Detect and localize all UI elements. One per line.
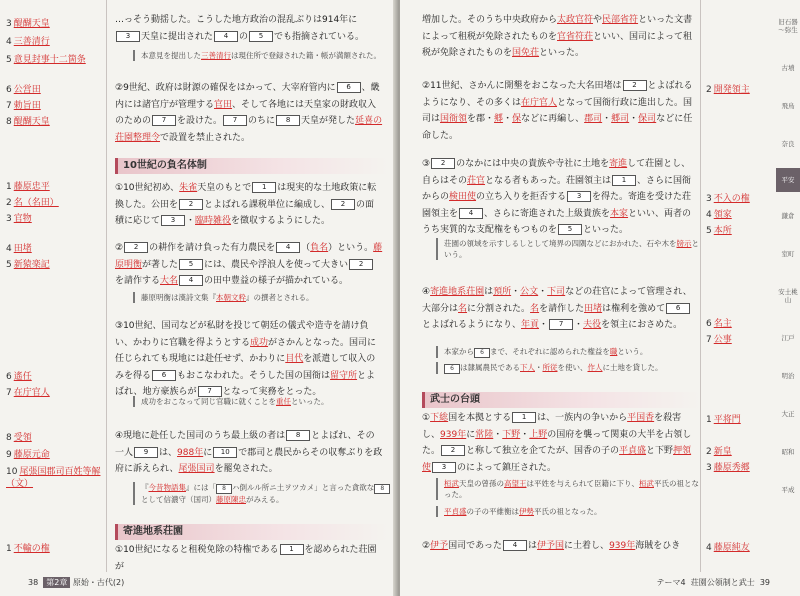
answer-item: 4 三善清行 [6,37,50,47]
answer-item: 7 在庁官人 [6,388,50,398]
paragraph: …っそう動揺した。こうした地方政治の混乱ぶりは914年に3 天皇に提出された 4 の 5 でも指摘されている。 [115,15,365,42]
column-rule [106,0,107,572]
era-tab[interactable]: 江戸 [781,334,795,342]
paragraph: ②伊予国司であった 4 は伊予国に土着し、939年海賊をひき [422,541,681,551]
note: 『今昔物語集』には「 8 ハ倒ルル所ニ土ヲツカメ」と言った貪欲な 8として信濃守（国司）藤原陳忠がみえる。 [133,482,391,505]
answer-item: 6 遙任 [6,372,32,382]
answer-item: 4 田堵 [6,244,32,254]
theme-title: 荘園公領制と武士 [690,578,755,587]
era-tab[interactable]: 平成 [781,486,795,494]
era-tab[interactable]: 飛鳥 [781,102,795,110]
paragraph: ②11世紀、さかんに開墾をおこなった大名田堵は 2 とよばれるようになり、その多くは在庁官人となって国衙行政に進出した。国司は国衙領を郡・郷・保などに再編し、郡司・郷司・保司などに任命した。 [422,81,693,141]
era-tabs [776,18,800,494]
paragraph: ④現地に赴任した国司のうち最上級の者は 8 とよばれ、その一人 9 は、988年に 10 で郡司と農民からその収奪ぶりを政府に訴えられ、尾張国司を罷免された。 [115,431,383,474]
section-heading: 寄進地系荘園 [115,524,388,540]
answer-item: 1 藤原忠平 [6,182,50,192]
era-tab[interactable]: 室町 [781,250,795,258]
theme-label: テーマ4 [656,578,686,587]
answer-item: 1 平将門 [706,415,741,425]
page-number: 38 [28,578,39,587]
answer-item: 5 新猿楽記 [6,260,50,270]
era-tab[interactable]: 大正 [781,410,795,418]
answer-item: 3 醍醐天皇 [6,19,50,29]
era-tab[interactable]: 旧石器～弥生 [778,18,798,34]
note: 本意見を提出した三善清行は現住所で登録された籍・帳が満額された。 [133,50,391,61]
era-tab[interactable]: 鎌倉 [781,212,795,220]
era-tab[interactable]: 明治 [781,372,795,380]
paragraph: 増加した。そのうち中央政府から太政官符や民部省符といった文書によって租税が免除されたものを官省符荘といい、国司によって租税が免除されたものを国免荘といった。 [422,15,693,58]
paragraph: ④寄進地系荘園は預所・公文・下司などの荘官によって管理され、大部分は名に分割された。名を請作した田堵は権利を強めて 6とよばれるようになり、年貢・ 7 ・夫役を領主におさめた。 [422,287,692,330]
answer-item: 7 勅旨田 [6,101,41,111]
paragraph: ③10世紀、国司などが私財を投じて朝廷の儀式や造寺を請け負い、かわりに官職を得ようとする成功がさかんとなった。国司に任じられても現地には赴任せず、かわりに目代を派遣して収入のみを得る 6 もおこなわれた。そうした国の国衙は留守所とよばれ、地方豪族らが 7 となって実務をとった。 [115,321,377,397]
note: 荘園の領域を示すしるしとして境界の四隅などにおかれた、石や木を牓示という。 [436,238,700,260]
era-tab[interactable]: 昭和 [781,448,795,456]
answer-item: 2 開発領主 [706,85,750,95]
answer-item: 6 名主 [706,319,732,329]
chapter-title: 原始・古代(2) [72,578,125,587]
paragraph: ①10世紀初め、朱雀天皇のもとで 1 は現実的な土地政策に転換した。公田を 2 とよばれる課税単位に編成し、 2 の面積に応じて 3 ・臨時雑役を徴収するようにした。 [115,183,377,226]
paragraph: ②9世紀、政府は財源の確保をはかって、大宰府管内に 6 、畿内には諸官庁が管理する官田、そして各地には天皇家の財政収入のための 7 を設けた。 7 のちに 8 天皇が発した延喜の荘園整理令で設置を禁止された。 [115,83,383,143]
right-page [400,0,800,596]
page-number: 39 [759,578,770,587]
answer-item: 7 公事 [706,335,732,345]
answer-item: 3 官物 [6,214,32,224]
paragraph: ①下総国を本拠とする 1 は、一族内の争いから平国香を殺害し、939年に常陸・下野・上野の国府を襲って関東の大半を占領した。 2 と称して独立を企てたが、国香の子の平貞盛と下野押領使 3 のによって鎮圧された。 [422,413,692,473]
note: 藤原明衡は漢詩文集『本朝文粋』の撰者とされる。 [133,292,391,303]
answer-item: 10 尾張国郡司百姓等解（文） [6,467,101,489]
answer-item: 8 受領 [6,433,32,443]
answer-item: 3 藤原秀郷 [706,463,750,473]
answer-item: 6 公営田 [6,85,41,95]
answer-item: 4 領家 [706,210,732,220]
page-footer [28,577,124,588]
answer-item: 2 新皇 [706,447,732,457]
answer-item: 8 醍醐天皇 [6,117,50,127]
era-tab[interactable]: 奈良 [781,140,795,148]
answer-item: 2 名（名田） [6,198,59,208]
answer-item: 9 藤原元命 [6,450,50,460]
era-tab-active[interactable]: 平安 [776,168,800,192]
paragraph: ② 2 の耕作を請け負った有力農民を 4 （負名）という。藤原明衡が著した 5 には、農民や浮浪人を使って大きい 2を請作する大名 4 の田中豊益の様子が描かれている。 [115,243,383,286]
note: 平貞盛の子の平維衡は伊勢平氏の祖となった。 [436,506,700,517]
section-heading: 武士の台頭 [422,392,700,408]
answer-item: 4 藤原純友 [706,543,750,553]
note: 桓武天皇の曾孫の高望王は平姓を与えられて臣籍に下り、桓武平氏の祖となった。 [436,478,700,500]
chapter-label: 第2章 [43,577,70,588]
left-page [0,0,396,596]
answer-item: 5 意見封事十二箇条 [6,55,86,65]
answer-item: 3 不入の権 [706,194,750,204]
paragraph: ③ 2 のなかには中央の貴族や寺社に土地を寄進して荘園とし、自らはその荘官となる者もあった。荘園領主は 1 、さらに国衙からの検田使の立ち入りを拒否する 3 を得た。寄進を受けた荘園領主を 4 、さらに寄進された上級貴族を本家といい、両者のうち実質的な支配権をもつものを 5 といった。 [422,159,692,235]
era-tab[interactable]: 古墳 [781,64,795,72]
note: 成功をおこなって同じ官職に就くことを重任といった。 [133,396,391,407]
page-footer [657,577,770,588]
section-heading: 10世紀の負名体制 [115,158,388,174]
paragraph: ①10世紀になると租税免除の特権である 1 を認められた荘園が [115,545,377,572]
era-tab[interactable]: 安土桃山 [778,288,798,304]
answer-item: 5 本所 [706,226,732,236]
note: 6 は隷属農民である下人・所従を使い、作人に土地を貸した。 [436,362,700,374]
note: 本家から 6 まで、それぞれに認められた権益を職という。 [436,346,700,358]
column-rule [700,0,701,572]
answer-item: 1 不輸の権 [6,544,50,554]
